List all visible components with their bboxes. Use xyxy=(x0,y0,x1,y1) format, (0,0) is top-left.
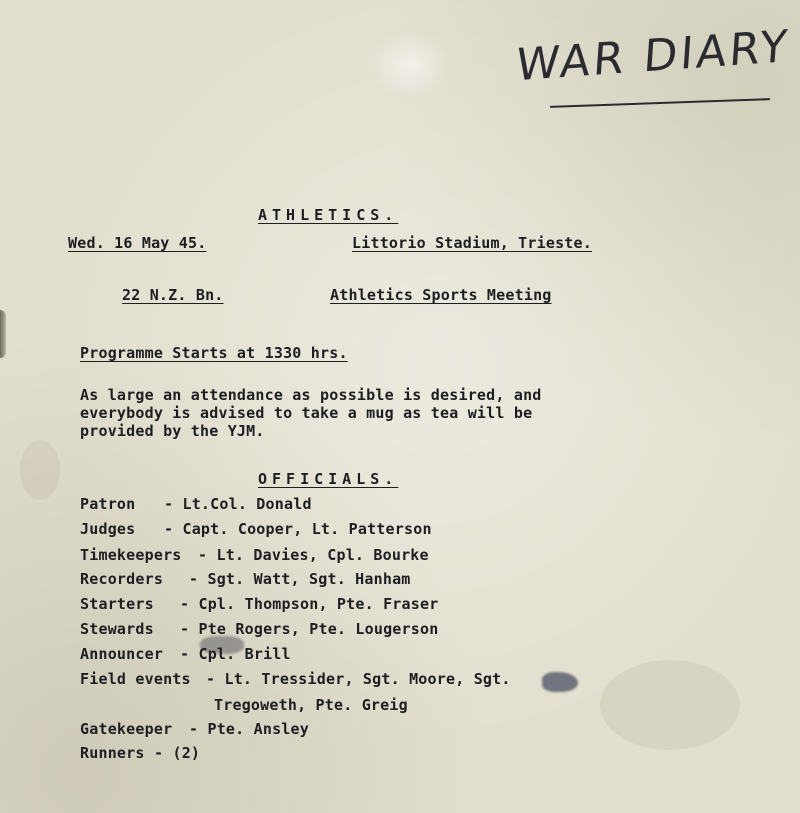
official-names: - Cpl. Brill xyxy=(180,645,291,663)
official-role: Runners xyxy=(80,744,145,762)
venue: Littorio Stadium, Trieste. xyxy=(352,234,592,252)
official-role: Field events xyxy=(80,670,191,688)
official-names: - Capt. Cooper, Lt. Patterson xyxy=(164,520,432,538)
war-diary-text: WAR DIARY xyxy=(514,20,792,92)
paper-crease xyxy=(370,30,450,100)
title: ATHLETICS. xyxy=(258,206,399,224)
official-names-continued: Tregoweth, Pte. Greig xyxy=(214,696,408,714)
notice-line: provided by the YJM. xyxy=(80,422,265,440)
war-diary-underline xyxy=(550,98,770,108)
official-names: - Lt. Tressider, Sgt. Moore, Sgt. xyxy=(206,670,511,688)
binder-punch-mark xyxy=(0,310,6,358)
official-names: - Sgt. Watt, Sgt. Hanham xyxy=(189,570,411,588)
official-names: - Cpl. Thompson, Pte. Fraser xyxy=(180,595,439,613)
event-name: Athletics Sports Meeting xyxy=(330,286,552,304)
date: Wed. 16 May 45. xyxy=(68,234,207,252)
notice-line: everybody is advised to take a mug as tea will be xyxy=(80,404,533,422)
official-role: Stewards xyxy=(80,620,154,638)
official-names: - Lt. Davies, Cpl. Bourke xyxy=(198,546,429,564)
official-names: - Pte. Ansley xyxy=(189,720,309,738)
official-role: Gatekeeper xyxy=(80,720,173,738)
official-role: Patron xyxy=(80,495,136,513)
official-names: - (2) xyxy=(154,744,201,762)
officials-heading: OFFICIALS. xyxy=(258,470,399,488)
programme-start: Programme Starts at 1330 hrs. xyxy=(80,344,348,362)
official-role: Announcer xyxy=(80,645,164,663)
official-names: - Pte Rogers, Pte. Lougerson xyxy=(180,620,439,638)
official-role: Judges xyxy=(80,520,136,538)
paper-stain xyxy=(600,660,740,750)
official-role: Starters xyxy=(80,595,154,613)
war-diary-handwritten-note xyxy=(510,20,792,120)
official-role: Timekeepers xyxy=(80,546,182,564)
official-role: Recorders xyxy=(80,570,164,588)
official-names: - Lt.Col. Donald xyxy=(164,495,312,513)
ink-blot xyxy=(542,672,578,692)
paper-stain xyxy=(20,440,60,500)
notice-line: As large an attendance as possible is desired, and xyxy=(80,386,542,404)
unit: 22 N.Z. Bn. xyxy=(122,286,224,304)
ink-correction xyxy=(200,636,244,654)
